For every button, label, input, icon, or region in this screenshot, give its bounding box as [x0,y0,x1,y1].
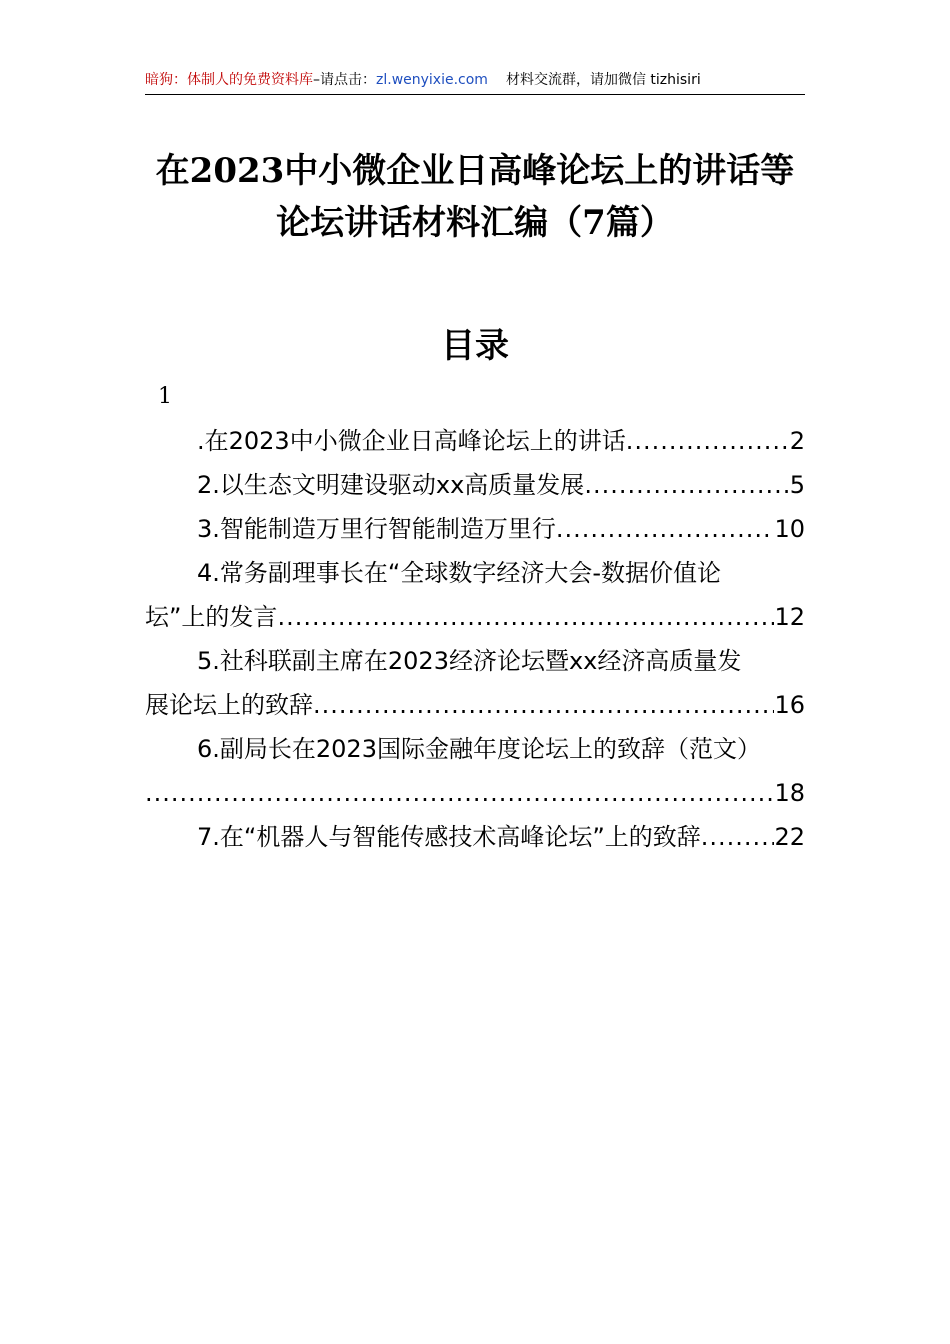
header-link[interactable]: zl.wenyixie.com [376,72,488,88]
toc-entry-5[interactable] [145,639,805,727]
document-title-line-2: 论坛讲话材料汇编（7篇） [276,203,674,243]
toc-entry-title: .在2023中小微企业日高峰论坛上的讲话 [197,427,626,455]
stray-number: 1 [158,384,172,409]
header-brand: 暗狗：体制人的免费资料库 [145,72,313,88]
toc-entry-title-line-1: 5.社科联副主席在2023经济论坛暨xx经济高质量发 [197,647,742,675]
toc-leader [701,815,775,859]
document-title-line-1: 在2023中小微企业日高峰论坛上的讲话等 [155,151,795,191]
toc-entry-title: 3.智能制造万里行智能制造万里行 [197,515,556,543]
toc-entry-title-line-1: 6.副局长在2023国际金融年度论坛上的致辞（范文） [197,735,761,763]
toc-leader [313,683,774,727]
header-note: 材料交流群，请加微信 tizhisiri [505,72,701,88]
toc-entry-6[interactable] [145,727,805,815]
toc-page-number: 10 [774,515,805,543]
toc-leader [556,507,775,551]
toc-entry-title: 7.在“机器人与智能传感技术高峰论坛”上的致辞 [197,823,701,851]
toc-page-number: 22 [774,823,805,851]
toc-page-number: 5 [789,471,805,499]
toc-page-number: 18 [774,779,805,807]
toc-entry-title: 2.以生态文明建设驱动xx高质量发展 [197,471,585,499]
toc-entry-7[interactable] [145,815,805,859]
header-prompt: –请点击： [313,72,376,88]
toc-page-number: 2 [789,427,805,455]
toc-entry-1[interactable] [145,419,805,463]
table-of-contents [145,419,805,859]
toc-leader [626,419,790,463]
toc-page-number: 16 [774,691,805,719]
page-header [145,66,805,95]
toc-leader [277,595,774,639]
toc-entry-title-line-2: 展论坛上的致辞 [145,691,313,719]
toc-entry-2[interactable] [145,463,805,507]
toc-entry-3[interactable] [145,507,805,551]
toc-entry-4[interactable] [145,551,805,639]
toc-leader [145,771,774,815]
toc-leader [584,463,789,507]
toc-entry-title-line-1: 4.常务副理事长在“全球数字经济大会-数据价值论 [197,559,721,587]
toc-entry-title-line-2: 坛”上的发言 [145,603,278,631]
toc-page-number: 12 [774,603,805,631]
toc-heading: 目录 [441,326,509,366]
